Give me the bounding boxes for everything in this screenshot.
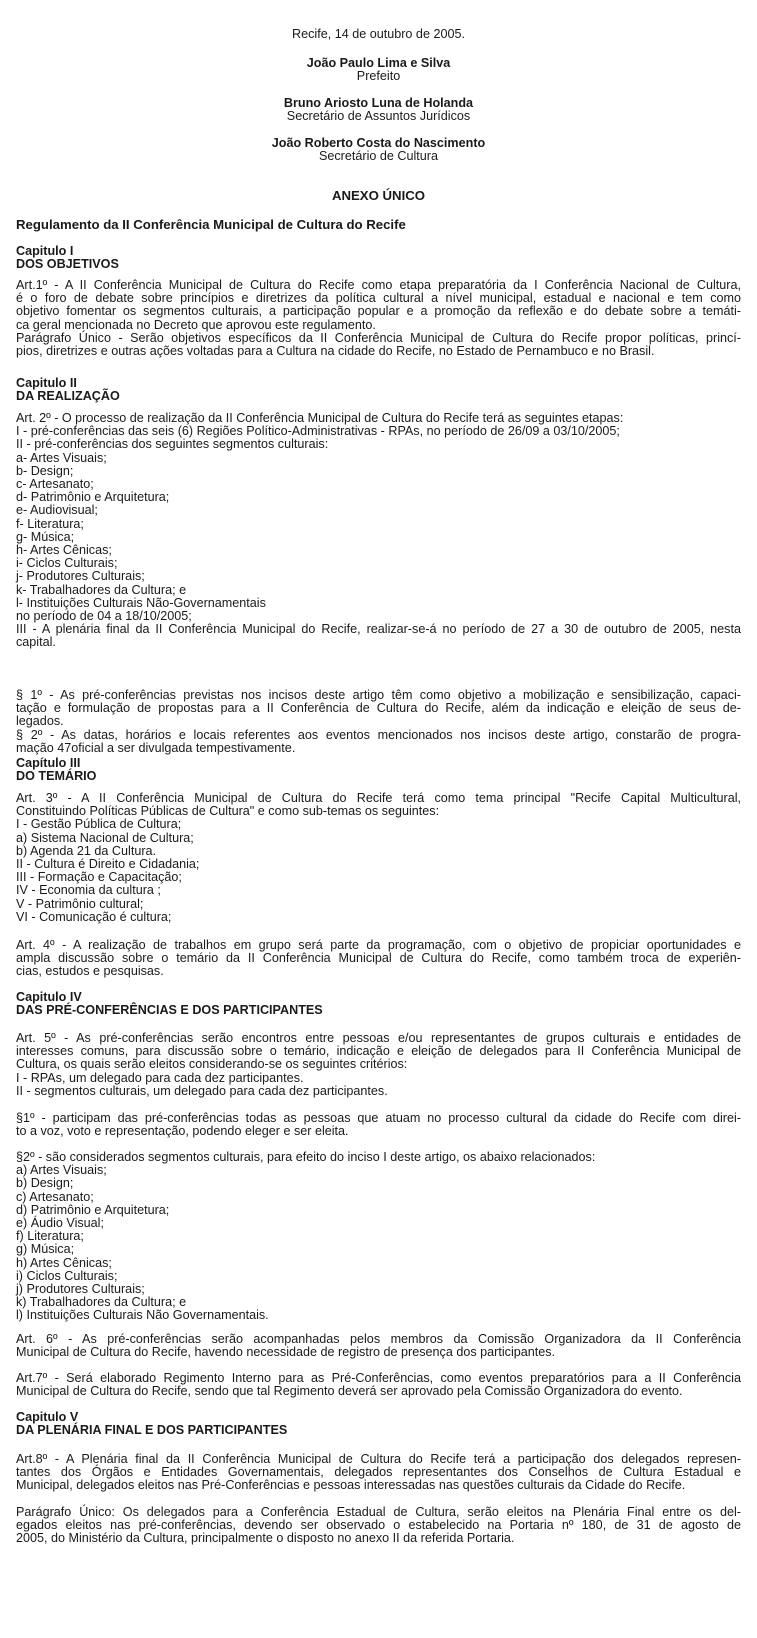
text-line: Art. 3º - A II Conferência Municipal de Cultura do Recife terá como tema principal "Recife Capital Multicultural, bbox=[16, 791, 741, 805]
regulation-title: Regulamento da II Conferência Municipal de Cultura do Recife bbox=[16, 217, 406, 232]
article-8 bbox=[16, 1453, 741, 1493]
article-6 bbox=[16, 1333, 741, 1359]
signature-name-1: João Paulo Lima e Silva bbox=[306, 56, 451, 70]
text-line: § 1º - As pré-conferências previstas nos incisos deste artigo têm como objetivo a mobilização e sensibilização, capaci- bbox=[16, 688, 741, 702]
list-item: d- Patrimônio e Arquitetura; bbox=[16, 490, 170, 505]
text-line: I - pré-conferências das seis (6) Regiões Político-Administrativas - RPAs, no período de 26/09 a 03/10/2005; bbox=[16, 424, 620, 439]
list-item: b) Agenda 21 da Cultura. bbox=[16, 843, 157, 858]
text-line: Constituindo Políticas Públicas de Cultura" e como sub-temas os seguintes: bbox=[16, 804, 440, 819]
text-line: ca geral mencionada no Decreto que aprovou este regulamento. bbox=[16, 317, 376, 332]
chapter-title: DOS OBJETIVOS bbox=[16, 257, 119, 272]
chapter-number: Capítulo III bbox=[16, 756, 81, 770]
text-line: Cultura, os quais serão eleitos considerando-se os seguintes critérios: bbox=[16, 1057, 408, 1072]
chapter-1-heading bbox=[16, 245, 741, 272]
list-item: i) Ciclos Culturais; bbox=[16, 1268, 118, 1283]
list-item: b) Design; bbox=[16, 1176, 74, 1191]
text-line: interesses comuns, para discussão sobre o temário, indicação e eleição de delegados para II Conferência Municipal de bbox=[16, 1044, 741, 1059]
article-3 bbox=[16, 792, 741, 924]
text-line: legados. bbox=[16, 714, 64, 729]
text-line: mação 47oficial a ser divulgada tempestivamente. bbox=[16, 740, 296, 755]
list-item: i- Ciclos Culturais; bbox=[16, 556, 118, 571]
text-line: Art. 5º - As pré-conferências serão encontros entre pessoas e/ou representantes de grupos culturais e entidades de bbox=[16, 1031, 741, 1045]
chapter-number: Capitulo V bbox=[16, 1410, 79, 1424]
article-1 bbox=[16, 279, 741, 358]
text-line: tantes dos Órgãos e Entidades Governamentais, delegados representantes dos Conselhos de Cultura Estadual e bbox=[16, 1465, 741, 1480]
text-line: capital. bbox=[16, 635, 56, 650]
article-5-paragraph-2 bbox=[16, 1151, 741, 1323]
chapter-title: DO TEMÁRIO bbox=[16, 769, 97, 784]
text-line: to a voz, voto e representação, podendo eleger e ser eleita. bbox=[16, 1124, 349, 1139]
text-line: Art. 4º - A realização de trabalhos em grupo será parte da programação, com o objetivo de propiciar oportunidades e bbox=[16, 938, 741, 952]
list-item: g- Música; bbox=[16, 529, 75, 544]
annex-title: ANEXO ÚNICO bbox=[331, 188, 426, 203]
list-item: a- Artes Visuais; bbox=[16, 450, 107, 465]
chapter-number: Capitulo IV bbox=[16, 990, 82, 1004]
article-8-sole-paragraph bbox=[16, 1506, 741, 1546]
text-line: III - A plenária final da II Conferência Municipal do Recife, realizar-se-á no período de 27 a 30 de outubro de 2005, nesta bbox=[16, 622, 741, 637]
list-item: e- Audiovisual; bbox=[16, 503, 98, 518]
text-line: Municipal de Cultura do Recife, havendo necessidade de registro de presença dos participantes. bbox=[16, 1345, 556, 1360]
list-item: k) Trabalhadores da Cultura; e bbox=[16, 1295, 187, 1310]
article-5-paragraph-1 bbox=[16, 1112, 741, 1138]
chapter-title: DA REALIZAÇÃO bbox=[16, 389, 120, 404]
list-item: V - Patrimônio cultural; bbox=[16, 896, 144, 911]
article-2-paragraph-1 bbox=[16, 689, 741, 755]
text-line: Art.7º - Será elaborado Regimento Interno para as Pré-Conferências, como eventos preparatórios para a II Conferência bbox=[16, 1371, 741, 1385]
list-item: VI - Comunicação é cultura; bbox=[16, 909, 172, 924]
signature-name-2: Bruno Ariosto Luna de Holanda bbox=[283, 96, 474, 110]
text-line: Art. 6º - As pré-conferências serão acompanhadas pelos membros da Comissão Organizadora da II Conferência bbox=[16, 1332, 741, 1346]
signature-role-1: Prefeito bbox=[356, 69, 401, 83]
chapter-5-heading bbox=[16, 1411, 741, 1438]
list-item: d) Patrimônio e Arquitetura; bbox=[16, 1202, 170, 1217]
list-item: f) Literatura; bbox=[16, 1229, 84, 1244]
list-item: h- Artes Cênicas; bbox=[16, 543, 112, 558]
list-item: e) Áudio Visual; bbox=[16, 1216, 104, 1231]
text-line: Parágrafo Único: Os delegados para a Conferência Estadual de Cultura, serão eleitos na Plenária Final entre os del- bbox=[16, 1505, 741, 1519]
list-item: k- Trabalhadores da Cultura; e bbox=[16, 582, 187, 597]
list-item: l) Instituições Culturais Não Governamentais. bbox=[16, 1308, 269, 1323]
list-item: j) Produtores Culturais; bbox=[16, 1282, 145, 1297]
chapter-3-heading bbox=[16, 757, 741, 784]
article-7 bbox=[16, 1372, 741, 1398]
list-item: g) Música; bbox=[16, 1242, 75, 1257]
list-item: a) Sistema Nacional de Cultura; bbox=[16, 830, 194, 845]
chapter-number: Capitulo II bbox=[16, 376, 77, 390]
text-line: cias, estudos e pesquisas. bbox=[16, 964, 164, 979]
text-line: § 2º - As datas, horários e locais referentes aos eventos mencionados nos incisos deste artigo, constarão de progra- bbox=[16, 727, 741, 742]
text-line: Art.8º - A Plenária final da II Conferência Municipal de Cultura do Recife terá a participação dos delegados represen- bbox=[16, 1452, 741, 1466]
list-item: f- Literatura; bbox=[16, 516, 84, 531]
signature-role-2: Secretário de Assuntos Jurídicos bbox=[286, 109, 471, 123]
list-item: II - Cultura é Direito e Cidadania; bbox=[16, 857, 200, 872]
list-item: I - RPAs, um delegado para cada dez participantes. bbox=[16, 1070, 304, 1085]
text-line: pios, diretrizes e outras ações voltadas para a Cultura na cidade do Recife, no Estado de Pernambuco e no Brasil. bbox=[16, 344, 655, 359]
chapter-4-heading bbox=[16, 991, 741, 1018]
list-item: j- Produtores Culturais; bbox=[16, 569, 145, 584]
text-line: 2005, do Ministério da Cultura, principalmente o disposto no anexo II da referida Portaria. bbox=[16, 1531, 515, 1546]
text-line: II - pré-conferências dos seguintes segmentos culturais: bbox=[16, 437, 329, 452]
chapter-number: Capitulo I bbox=[16, 244, 74, 258]
text-line: é o foro de debate sobre princípios e diretrizes da política cultural a nível municipal, estadual e nacional e tem como bbox=[16, 291, 741, 306]
chapter-title: DAS PRÉ-CONFERÊNCIAS E DOS PARTICIPANTES bbox=[16, 1003, 323, 1018]
signature-name-3: João Roberto Costa do Nascimento bbox=[271, 136, 486, 150]
list-item: II - segmentos culturais, um delegado para cada dez participantes. bbox=[16, 1083, 388, 1098]
list-item: c) Artesanato; bbox=[16, 1189, 94, 1204]
signature-role-3: Secretário de Cultura bbox=[318, 149, 438, 163]
list-item: I - Gestão Pública de Cultura; bbox=[16, 817, 182, 832]
text-line: egados eleitos nas pré-conferências, devendo ser observado o estabelecido na Portaria nº 180, de 31 de agosto de bbox=[16, 1518, 741, 1533]
text-line: §1º - participam das pré-conferências todas as pessoas que atuam no processo cultural da cidade do Recife com direi- bbox=[16, 1111, 741, 1125]
article-5 bbox=[16, 1032, 741, 1098]
list-item: c- Artesanato; bbox=[16, 477, 94, 492]
text-line: §2º - são considerados segmentos culturais, para efeito do inciso I deste artigo, os abaixo relacionados: bbox=[16, 1150, 596, 1164]
chapter-title: DA PLENÁRIA FINAL E DOS PARTICIPANTES bbox=[16, 1423, 288, 1438]
list-item: III - Formação e Capacitação; bbox=[16, 870, 182, 885]
document-date: Recife, 14 de outubro de 2005. bbox=[292, 27, 465, 41]
article-2 bbox=[16, 412, 741, 650]
chapter-2-heading bbox=[16, 377, 741, 404]
list-item: IV - Economia da cultura ; bbox=[16, 883, 161, 898]
text-line: Art. 2º - O processo de realização da II Conferência Municipal de Cultura do Recife terá as seguintes etapas: bbox=[16, 411, 624, 425]
text-line: Parágrafo Único - Serão objetivos específicos da II Conferência Municipal de Cultura do Recife propor políticas, princí- bbox=[16, 330, 741, 345]
list-item: l- Instituições Culturais Não-Governamentais bbox=[16, 595, 266, 610]
text-line: no período de 04 a 18/10/2005; bbox=[16, 609, 192, 624]
text-line: Municipal de Cultura do Recife, sendo que tal Regimento deverá ser aprovado pela Comissão Organizadora do evento. bbox=[16, 1384, 683, 1399]
list-item: a) Artes Visuais; bbox=[16, 1163, 107, 1178]
article-4 bbox=[16, 939, 741, 979]
text-line: ampla discussão sobre o temário da II Conferência Municipal de Cultura do Recife, como também troca de experiên- bbox=[16, 951, 741, 966]
text-line: Art.1º - A II Conferência Municipal de Cultura do Recife como etapa preparatória da I Conferência Nacional de Cultura, bbox=[16, 278, 741, 292]
list-item: b- Design; bbox=[16, 463, 74, 478]
text-line: tação e formulação de propostas para a II Conferência de Cultura do Recife, além da indicação e eleição de seus de- bbox=[16, 701, 741, 716]
text-line: Municipal, delegados eleitos nas Pré-Conferências e pessoas interessadas nas questões culturais da Cidade do Recife. bbox=[16, 1478, 686, 1493]
list-item: h) Artes Cênicas; bbox=[16, 1255, 112, 1270]
text-line: objetivo fomentar os segmentos culturais, a participação popular e a promoção da reflexão e do debate sobre a temáti- bbox=[16, 304, 741, 319]
